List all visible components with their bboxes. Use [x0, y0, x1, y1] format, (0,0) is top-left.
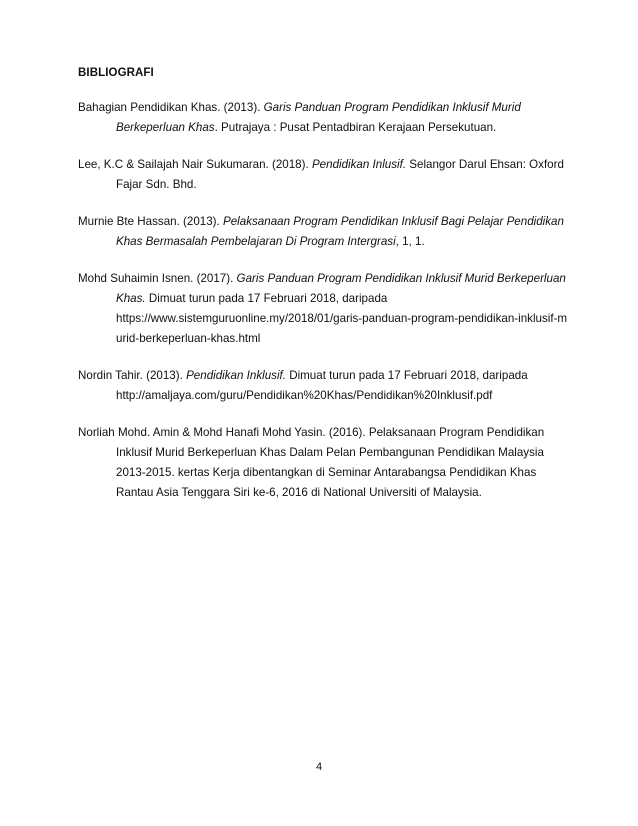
entry-publisher: , 1, 1.	[395, 235, 425, 248]
bibliography-entry	[78, 366, 568, 406]
entry-author-year: Bahagian Pendidikan Khas. (2013).	[78, 101, 264, 114]
entry-url: http://amaljaya.com/guru/Pendidikan%20Khas/Pendidikan%20Inklusif.pdf	[116, 389, 493, 402]
entry-title: Pendidikan Inklusif.	[186, 369, 286, 382]
entry-author-year: Mohd Suhaimin Isnen. (2017).	[78, 272, 237, 285]
bibliography-list	[78, 98, 568, 520]
bibliography-entry	[78, 98, 568, 138]
entry-publisher: . Putrajaya : Pusat Pentadbiran Kerajaan Persekutuan.	[214, 121, 497, 134]
entry-title: Garis Panduan Program Pendidikan Inklusif Murid Berkeperluan Khas	[116, 101, 521, 134]
entry-title: Garis Panduan Program Pendidikan Inklusif Murid Berkeperluan Khas.	[116, 272, 566, 305]
bibliography-entry	[78, 423, 568, 503]
entry-author-year: Lee, K.C & Sailajah Nair Sukumaran. (2018).	[78, 158, 312, 171]
bibliography-heading: BIBLIOGRAFI	[78, 67, 154, 79]
entry-url: https://www.sistemguruonline.my/2018/01/garis-panduan-program-pendidikan-inklusif-murid-berkeperluan-khas.html	[116, 312, 568, 345]
bibliography-entry	[78, 212, 568, 252]
entry-author-year: Nordin Tahir. (2013).	[78, 369, 187, 382]
page-number: 4	[315, 761, 323, 773]
entry-publisher: Selangor Darul Ehsan: Oxford Fajar Sdn. Bhd.	[116, 158, 564, 191]
entry-author-year: Murnie Bte Hassan. (2013).	[78, 215, 223, 228]
entry-title: Pendidikan Inlusif.	[311, 158, 407, 171]
entry-retrieval-note: Dimuat turun pada 17 Februari 2018, daripada	[145, 292, 388, 305]
entry-full-text: Norliah Mohd. Amin & Mohd Hanafi Mohd Yasin. (2016). Pelaksanaan Program Pendidikan Inklusif Murid Berkeperluan Khas Dalam Pelan Pembangunan Pendidikan Malaysia 2013-2015. kertas Kerja dibentangkan di Seminar Antarabangsa Pendidikan Khas Rantau Asia Tenggara Siri ke-6, 2016 di National Universiti of Malaysia.	[78, 426, 545, 499]
entry-retrieval-note: Dimuat turun pada 17 Februari 2018, daripada	[285, 369, 528, 382]
bibliography-entry	[78, 155, 568, 195]
entry-title: Pelaksanaan Program Pendidikan Inklusif Bagi Pelajar Pendidikan Khas Bermasalah Pembelajaran Di Program Intergrasi	[116, 215, 564, 248]
bibliography-entry	[78, 269, 568, 349]
